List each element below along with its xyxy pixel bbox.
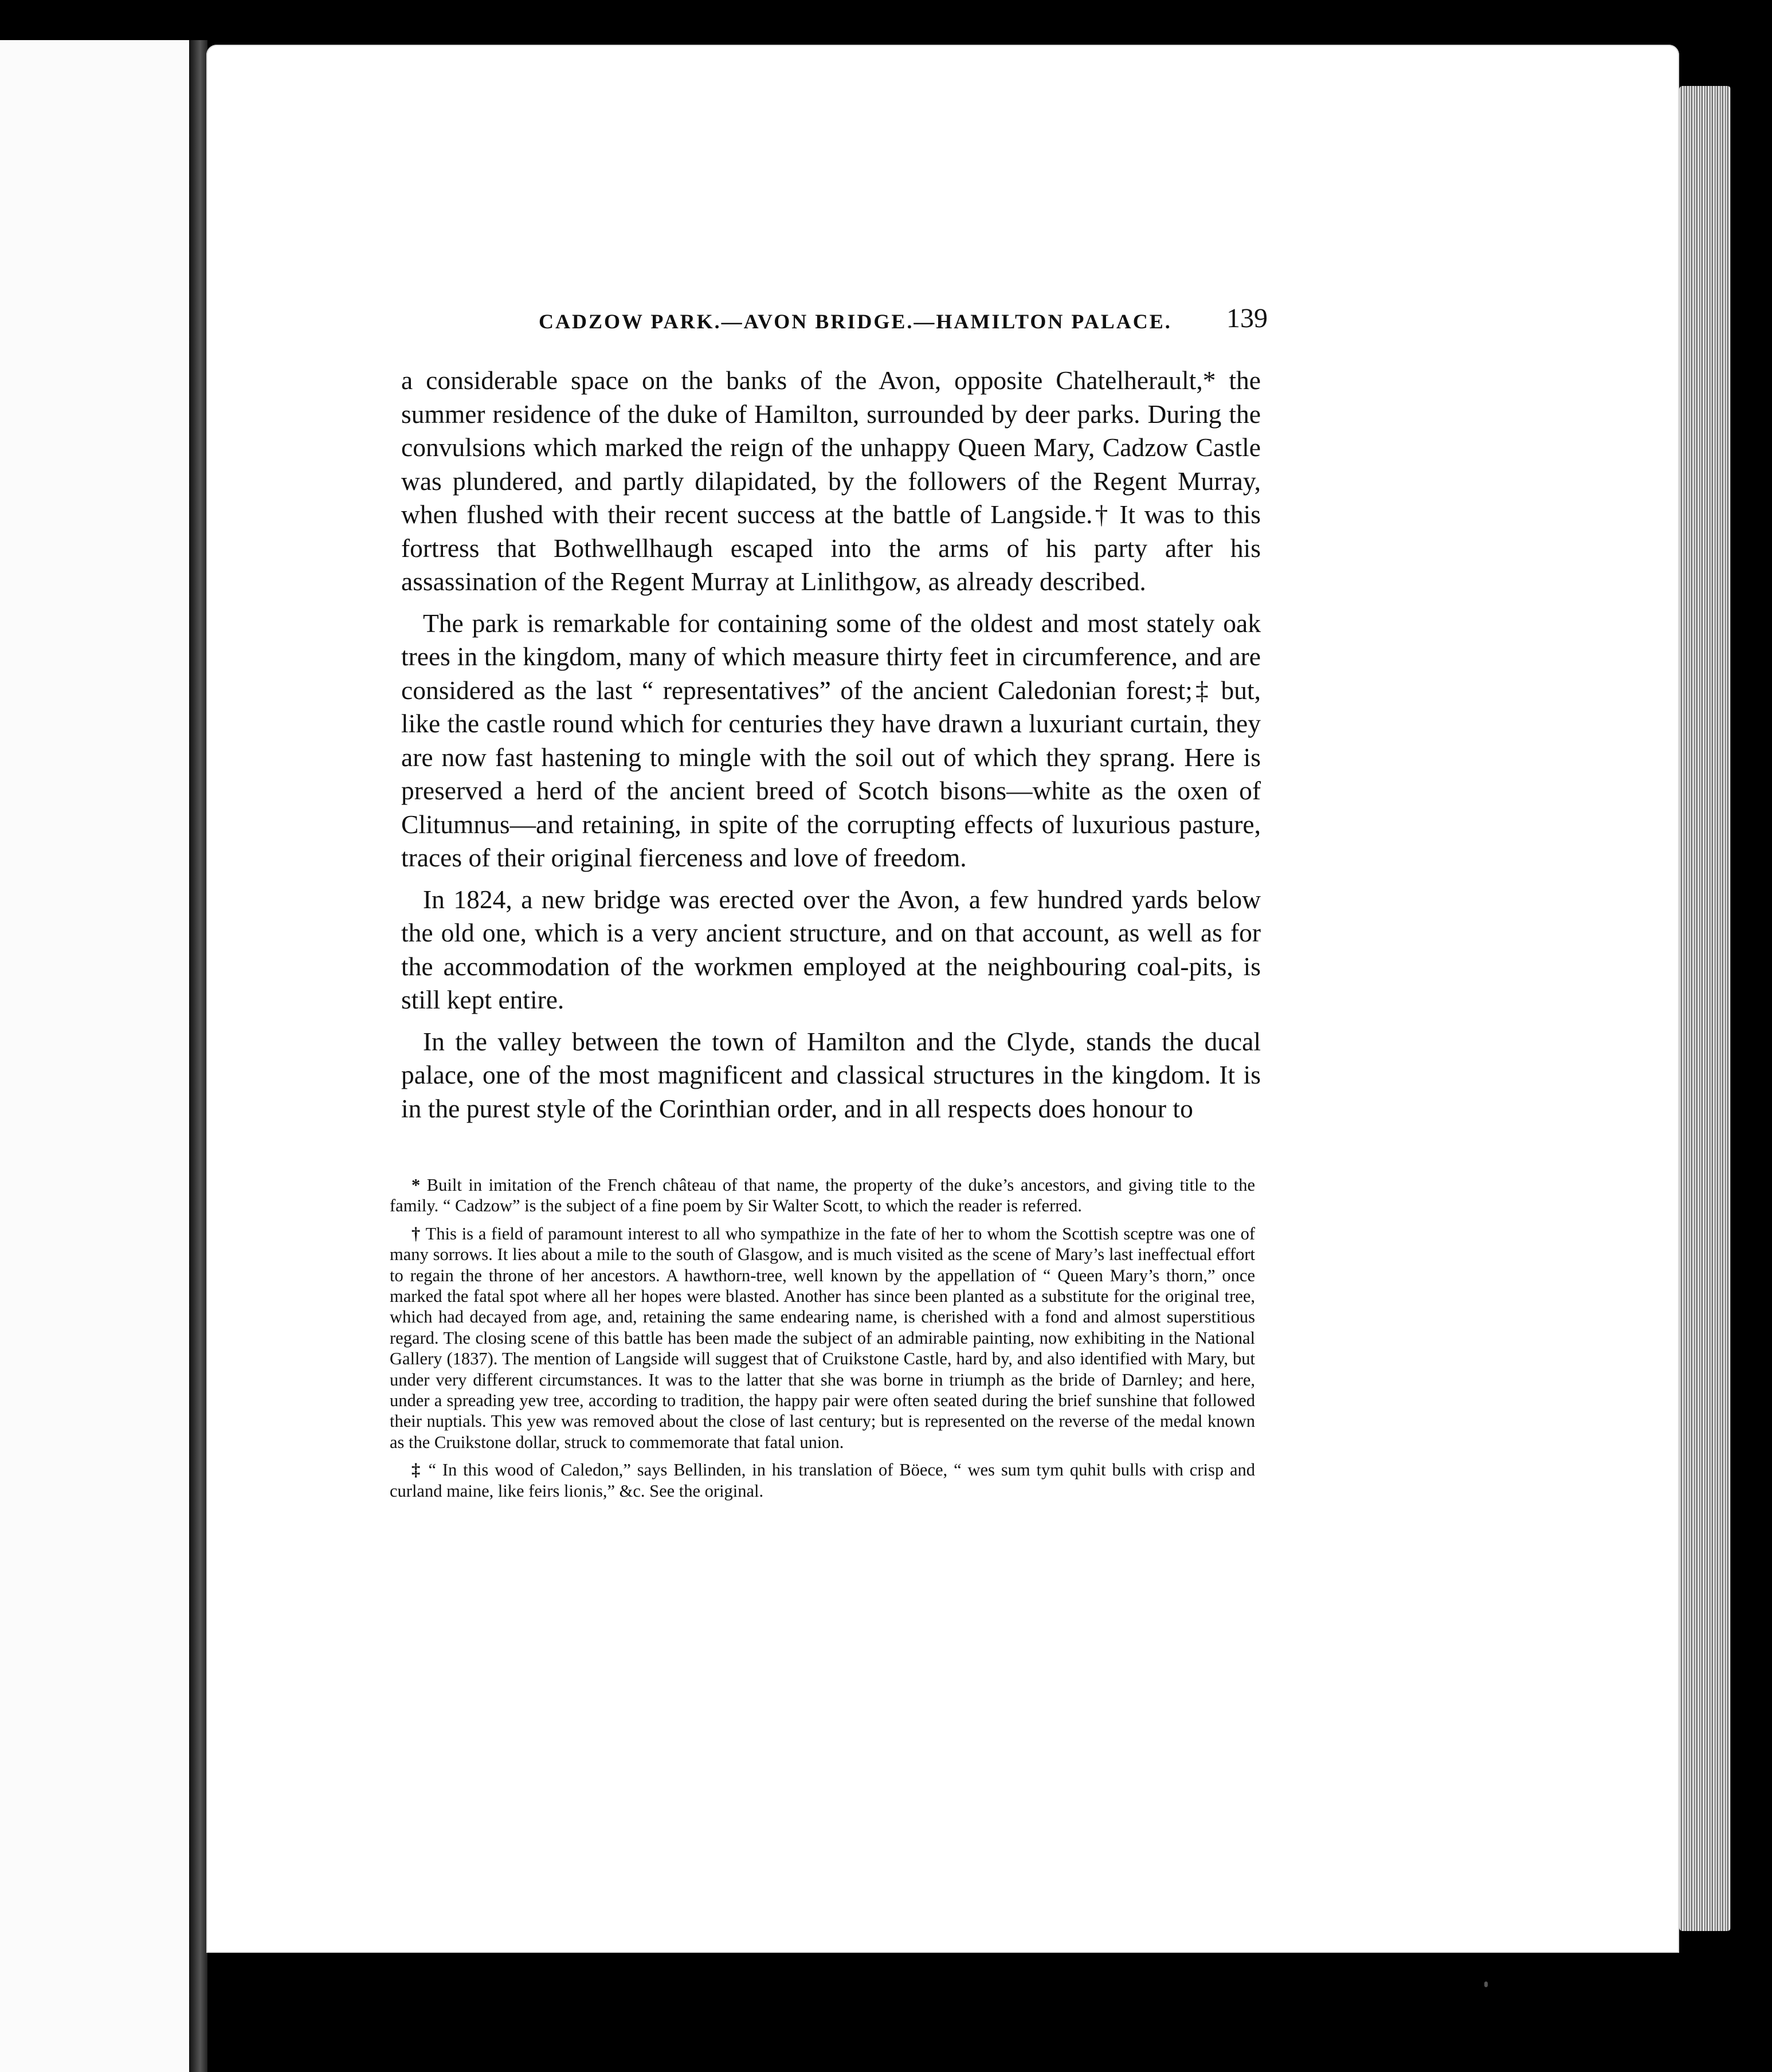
running-header: CADZOW PARK.—AVON BRIDGE.—HAMILTON PALACE. — [539, 310, 1172, 333]
main-text — [401, 364, 1261, 1133]
paragraph: In the valley between the town of Hamilton and the Clyde, stands the ducal palace, one of the most magnificent and classical structures in the kingdom. It is in the purest style of the Corinthian order, and in all respects does honour to — [401, 1026, 1261, 1123]
footnote-text: This is a field of paramount interest to all who sympathize in the fate of her to whom the Scottish sceptre was one of many sorrows. It lies about a mile to the south of Glasgow, and is much visited as the scene of Mary’s last ineffectual effort to regain the throne of her ancestors. A hawthorn-tree, well known by the appellation of “ Queen Mary’s thorn,” once marked the fatal spot where all her hopes were blasted. Another has since been planted as a substitute for the original tree, which had decayed from age, and, retaining the same endearing name, is cherished with a fond and almost superstitious regard. The closing scene of this battle has been made the subject of an admirable painting, now exhibiting in the National Gallery (1837). The mention of Langside will suggest that of Cruikstone Castle, hard by, and also identified with Mary, but under very different circumstances. It was to the latter that she was borne in triumph as the bride of Darnley; and here, under a spreading yew tree, according to tradition, the happy pair were often seated during the brief sunshine that followed their nuptials. This yew was removed about the close of last century; but is represented on the reverse of the medal known as the Cruikstone dollar, struck to commemorate that fatal union. — [390, 1223, 1255, 1452]
footnote — [390, 1459, 1255, 1501]
paragraph: a considerable space on the banks of the Avon, opposite Chatelherault,* the summer residence of the duke of Hamilton, surrounded by deer parks. During the convulsions which marked the reign of the unhappy Queen Mary, Cadzow Castle was plundered, and partly dilapidated, by the followers of the Regent Murray, when flushed with their recent success at the battle of Langside.† It was to this fortress that Bothwellhaugh escaped into the arms of his party after his assassination of the Regent Murray at Linlithgow, as already described. — [401, 366, 1261, 596]
footnote-mark: * — [411, 1175, 421, 1195]
page-number: 139 — [1226, 303, 1268, 333]
footnote — [390, 1175, 1255, 1216]
footnote — [390, 1223, 1255, 1453]
footnote-mark: ‡ — [411, 1460, 422, 1480]
book-gutter — [189, 40, 207, 2072]
footnotes — [390, 1175, 1255, 1508]
paragraph: The park is remarkable for containing some of the oldest and most stately oak trees in the kingdom, many of which measure thirty feet in circumference, and are considered as the last “ representatives” of the ancient Caledonian forest;‡ but, like the castle round which for centuries they have drawn a luxuriant curtain, they are now fast hastening to mingle with the soil out of which they sprang. Here is preserved a herd of the ancient breed of Scotch bisons—white as the oxen of Clitumnus—and retaining, in spite of the corrupting effects of luxurious pasture, traces of their original fierceness and love of freedom. — [401, 608, 1261, 872]
footnote-text: “ In this wood of Caledon,” says Bellinden, in his translation of Böece, “ wes sum tym quhit bulls with crisp and curland maine, like feirs lionis,” &c. See the original. — [390, 1460, 1256, 1501]
previous-page-edge — [0, 40, 198, 2072]
footnote-text: Built in imitation of the French château of that name, the property of the duke’s ancestors, and giving title to the family. “ Cadzow” is the subject of a fine poem by Sir Walter Scott, to which the reader is referred. — [390, 1175, 1256, 1216]
footnote-mark: † — [411, 1223, 421, 1243]
page-edges — [1679, 86, 1731, 1931]
scan-speck — [1484, 1981, 1488, 1987]
paragraph: In 1824, a new bridge was erected over the Avon, a few hundred yards below the old one, which is a very ancient structure, and on that account, as well as for the accommodation of the workmen employed at the neighbouring coal-pits, is still kept entire. — [401, 884, 1261, 1014]
